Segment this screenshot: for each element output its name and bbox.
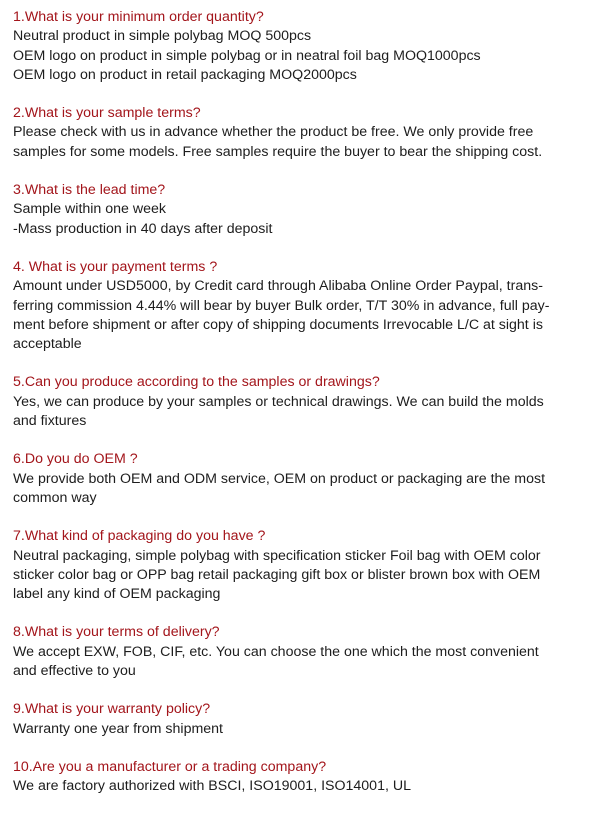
faq-list bbox=[13, 8, 599, 797]
faq-answer-line: Sample within one week bbox=[13, 201, 166, 218]
faq-answer-line: and fixtures bbox=[13, 413, 87, 430]
faq-item-lead-time bbox=[13, 181, 599, 239]
faq-answer bbox=[13, 123, 599, 162]
faq-answer-line: Yes, we can produce by your samples or technical drawings. We can build the molds bbox=[13, 393, 544, 410]
faq-answer-line: We accept EXW, FOB, CIF, etc. You can choose the one which the most convenient bbox=[13, 643, 539, 660]
faq-answer-line: common way bbox=[13, 489, 97, 506]
faq-question: 9.What is your warranty policy? bbox=[13, 701, 211, 718]
faq-item-manufacturer bbox=[13, 758, 599, 797]
faq-item-packaging bbox=[13, 527, 599, 604]
faq-answer-line: and effective to you bbox=[13, 663, 136, 680]
faq-answer-line: samples for some models. Free samples require the buyer to bear the shipping cost. bbox=[13, 143, 543, 160]
faq-answer bbox=[13, 393, 599, 432]
faq-question: 8.What is your terms of delivery? bbox=[13, 624, 220, 641]
faq-item-samples-drawings bbox=[13, 373, 599, 431]
faq-answer bbox=[13, 470, 599, 509]
faq-item-oem bbox=[13, 450, 599, 508]
faq-answer-line: -Mass production in 40 days after deposit bbox=[13, 220, 273, 237]
faq-answer-line: We are factory authorized with BSCI, ISO19001, ISO14001, UL bbox=[13, 778, 411, 795]
faq-answer-line: label any kind of OEM packaging bbox=[13, 586, 221, 603]
faq-question: 4. What is your payment terms ? bbox=[13, 258, 218, 275]
faq-question: 10.Are you a manufacturer or a trading company? bbox=[13, 758, 327, 775]
faq-answer-line: Warranty one year from shipment bbox=[13, 720, 223, 737]
faq-answer bbox=[13, 777, 599, 796]
faq-question: 3.What is the lead time? bbox=[13, 182, 166, 199]
faq-item-warranty bbox=[13, 700, 599, 739]
faq-question: 6.Do you do OEM ? bbox=[13, 451, 138, 468]
faq-answer-line: acceptable bbox=[13, 336, 82, 353]
faq-item-delivery-terms bbox=[13, 623, 599, 681]
faq-answer bbox=[13, 200, 599, 239]
faq-answer bbox=[13, 720, 599, 739]
faq-answer-line: Neutral product in simple polybag MOQ 500pcs bbox=[13, 28, 312, 45]
faq-answer bbox=[13, 547, 599, 605]
faq-question: 2.What is your sample terms? bbox=[13, 105, 201, 122]
faq-answer-line: We provide both OEM and ODM service, OEM on product or packaging are the most bbox=[13, 470, 546, 487]
faq-answer bbox=[13, 643, 599, 682]
faq-answer-line: Please check with us in advance whether the product be free. We only provide free bbox=[13, 124, 534, 141]
faq-answer bbox=[13, 27, 599, 85]
faq-answer-line: OEM logo on product in simple polybag or in neatral foil bag MOQ1000pcs bbox=[13, 47, 481, 64]
faq-answer-line: OEM logo on product in retail packaging MOQ2000pcs bbox=[13, 66, 357, 83]
faq-answer-line: Amount under USD5000, by Credit card through Alibaba Online Order Paypal, trans- bbox=[13, 278, 543, 295]
faq-answer-line: ment before shipment or after copy of shipping documents Irrevocable L/C at sight is bbox=[13, 316, 543, 333]
faq-question: 7.What kind of packaging do you have ? bbox=[13, 528, 266, 545]
faq-question: 1.What is your minimum order quantity? bbox=[13, 9, 264, 25]
faq-answer-line: sticker color bag or OPP bag retail packaging gift box or blister brown box with OEM bbox=[13, 566, 541, 583]
faq-answer-line: ferring commission 4.44% will bear by buyer Bulk order, T/T 30% in advance, full pay- bbox=[13, 297, 550, 314]
faq-answer-line: Neutral packaging, simple polybag with specification sticker Foil bag with OEM color bbox=[13, 547, 541, 564]
faq-question: 5.Can you produce according to the samples or drawings? bbox=[13, 374, 380, 391]
faq-item-payment-terms bbox=[13, 258, 599, 354]
faq-item-minimum-order bbox=[13, 8, 599, 85]
faq-item-sample-terms bbox=[13, 104, 599, 162]
faq-answer bbox=[13, 277, 599, 354]
